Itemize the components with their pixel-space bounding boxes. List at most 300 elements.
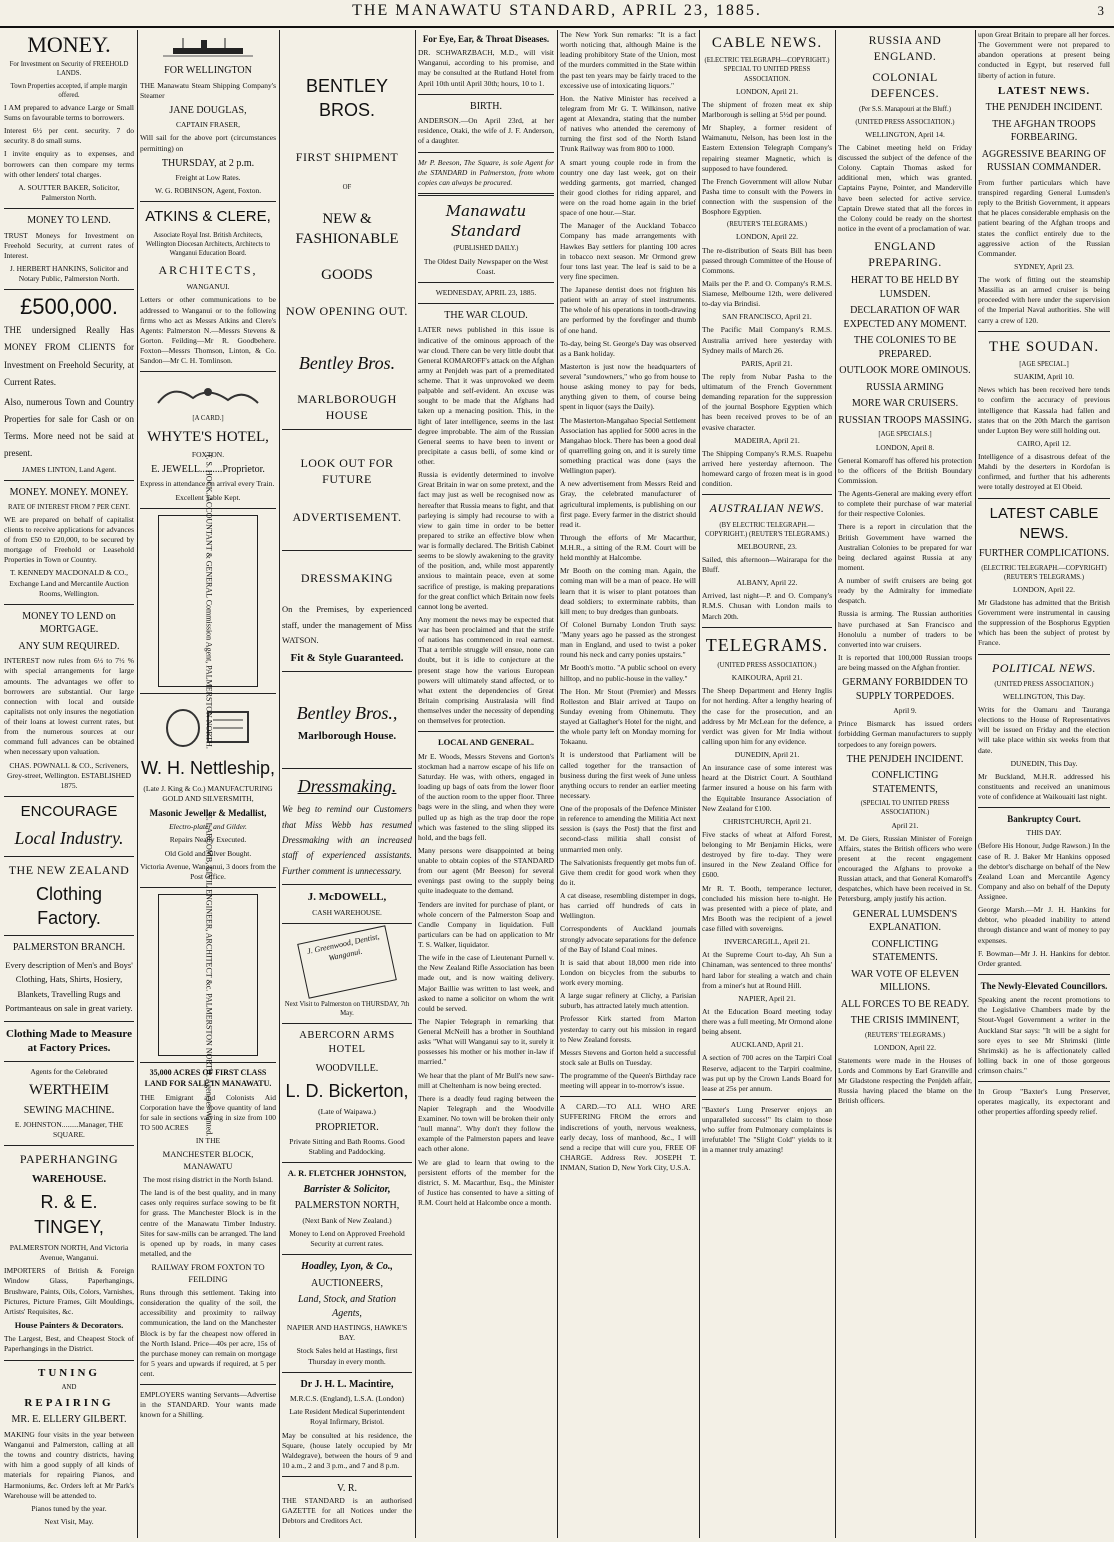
news-paragraph: Messrs Stevens and Gorton held a successful stock sale at Bulls on Tuesday. [560, 1047, 696, 1067]
mmm-heading: MONEY. MONEY. MONEY. [9, 487, 129, 499]
ship-text-2: Will sail for the above port (circumstances permitting) on [140, 133, 276, 153]
local-text: There is a deadly feud raging between the Napier Telegraph and the Woodville Examiner. No town will be broken their only "null manna". Why don't they follow the example of the Palmerston papers and leave each other alone. [418, 1093, 554, 1154]
amount-text: THE undersigned Really Has MONEY FROM CLIENTS for Investment on Freehold Security, at Current Rates. [4, 325, 134, 387]
amount-heading: £500,000. [20, 294, 118, 320]
lend-heading: MONEY TO LEND. [27, 215, 111, 226]
tuning-heading: TUNING [37, 1366, 100, 1379]
reuter-label: (REUTER'S TELEGRAMS.) [726, 221, 808, 229]
war-text: Prince Bismarck has issued orders forbidding German manufacturers to supply torpedoes to any foreign powers. [838, 719, 972, 749]
eye-heading: For Eye, Ear, & Throat Diseases. [422, 34, 550, 44]
table-kept: Excellent Table Kept. [175, 492, 241, 502]
repairs-text: Repairs Neatly Executed. [169, 835, 247, 845]
next-visit: Next Visit, May. [44, 1516, 94, 1526]
age-special: [AGE SPECIAL.] [1019, 360, 1069, 368]
australian-sub: (BY ELECTRIC TELEGRAPH.—COPYRIGHT.) (REUTER'S TELEGRAMS.) [704, 521, 830, 538]
news-paragraph: The programme of the Queen's Birthday race meeting will appear in to-morrow's issue. [560, 1071, 696, 1091]
news-text: Mr Buckland, M.H.R. addressed his constituents and received an unanimous vote of confidence at Waikouaiti last night. [978, 771, 1110, 802]
news-paragraph: The Manager of the Auckland Tobacco Company has made arrangements with Hawkes Bay settlers for planting 100 acres in tobacco next season. Mr Ormond grew four tons last year. The leaf is said to be a very fine specimen. [560, 221, 696, 281]
dateline: WELLINGTON, April 14. [865, 129, 945, 139]
card-label: [A CARD.] [192, 415, 224, 423]
dateline: LONDON, April 22. [1012, 584, 1076, 594]
architects: ARCHITECTS, [158, 263, 258, 278]
news-paragraph: Mr Booth's motto. "A public school on every hilltop, and no public-house in the valley." [560, 663, 696, 683]
herat-heading: HERAT TO BE HELD BY LUMSDEN. [850, 275, 960, 300]
architects-town: WANGANUI. [186, 282, 230, 292]
dressmaking-italic: Dressmaking. [297, 776, 397, 797]
bentley-heading: BENTLEY BROS. [305, 76, 389, 121]
acres-text: THE Emigrant and Colonists Aid Corporation have the above quantity of land for sale in sections varying in size from 100 TO 500 ACRES [140, 1092, 276, 1132]
marlborough-house-2: Marlborough House. [297, 730, 397, 743]
column-rule [279, 30, 280, 1538]
war-vote-heading: WAR VOTE OF ELEVEN MILLIONS. [851, 968, 959, 994]
war-text: Statements were made in the Houses of Lords and Commons by Earl Granville and Mr Gladstone respecting the Penjdeh affair, Russia having placed the blame on the British officers. [838, 1055, 972, 1106]
news-paragraph: One of the proposals of the Defence Minister in reference to amending the Militia Act next session is (says the Post) that the first and second-class militia shall consist of unmarried men only. [560, 804, 696, 854]
oldest-paper: The Oldest Daily Newspaper on the West Coast. [423, 256, 549, 276]
telegrams-sub: (UNITED PRESS ASSOCIATION.) [717, 662, 817, 670]
column-2 [140, 30, 276, 1538]
marlborough-house: MARLBOROUGH HOUSE [297, 392, 397, 423]
macintire-text: Late Resident Medical Superintendent Royal Infirmary, Bristol. [289, 1407, 405, 1427]
penjdeh-heading: THE PENJDEH INCIDENT. [985, 102, 1103, 114]
clothing-made-heading: Clothing Made to Measure at Factory Prices. [6, 1027, 132, 1055]
birth-text: ANDERSON.—On April 23rd, at her residence, Otaki, the wife of J. F. Anderson, of a daughter. [418, 116, 554, 146]
dateline: PARIS, April 21. [741, 358, 793, 368]
dateline: DUNEDIN, This Day. [1010, 758, 1078, 768]
dateline: KAIKOURA, April 21. [731, 673, 803, 683]
cable-text: The shipment of frozen meat ex ship Marlborough is selling at 5½d per pound. [702, 99, 832, 120]
stock-sales: Stock Sales held at Hastings, first Thursday in every month. [296, 1346, 398, 1366]
branch-heading: PALMERSTON BRANCH. [12, 942, 126, 954]
news-text: Writs for the Oamaru and Tauranga elections to the House of Representatives will be issued on Friday and the election will take place within six weeks from that date. [978, 705, 1110, 755]
macintire-text-2: May be consulted at his residence, the Square, (house lately occupied by Mr Waldegrave), between the hours of 9 and 10 a.m., 2 and 3 p.m., and 7 and 8 p.m. [282, 1430, 412, 1470]
tingey-heading: R. & E. TINGEY, [34, 1192, 104, 1237]
baxter-advert: "Baxter's Lung Preserver enjoys an unparalleled success!" Its claim to those who suffer from Pulmonary complaints is irrefutable! The "Slight Cold" yields to it in a manner truly amazing! [702, 1104, 832, 1155]
dateline: DUNEDIN, April 21. [734, 750, 800, 760]
crisis-heading: THE CRISIS IMMINENT, [850, 1015, 960, 1027]
next-bank: (Next Bank of New Zealand.) [302, 1215, 392, 1225]
war-text: The Agents-General are making every effort to complete their purchase of war material for their respective Colonies. [838, 489, 972, 519]
tingey-heading-2: House Painters & Decorators. [14, 1319, 124, 1330]
mortgage-heading: MONEY TO LEND on MORTGAGE. [22, 610, 116, 636]
railway-heading: RAILWAY FROM FOXTON TO FEILDING [151, 1262, 265, 1284]
afghan-heading: THE AFGHAN TROOPS FORBEARING. [992, 118, 1096, 144]
dateline: CHRISTCHURCH, April 21. [722, 816, 812, 826]
cable-text: Sailed, this afternoon—Wairarapa for the Bluff. [702, 554, 832, 575]
money-text: I invite enquiry as to expenses, and borrowers can then compare my terms with other lenders' total charges. [4, 149, 134, 179]
stabling-text: Private Sitting and Bath Rooms. Good Stabling and Paddocking. [289, 1137, 405, 1157]
hoadley-heading: Hoadley, Lyon, & Co., [301, 1261, 393, 1273]
elec-label: (ELECTRIC TELEGRAPH.—COPYRIGHT) (REUTER'S TELEGRAMS.) [981, 564, 1107, 581]
column-rule [557, 30, 558, 1538]
cable-text: Mr Shapley, a former resident of Waimanutu, Nelson, has been lost in the Eastern Extension Telegraph Company's repairing steamer Magnetic, which is supposed to have foundered. [702, 123, 832, 173]
upa-label: (UNITED PRESS ASSOCIATION.) [994, 680, 1094, 688]
dateline: INVERCARGILL, April 21. [724, 937, 810, 947]
cable-text: A section of 700 acres on the Tarpiri Coal Reserve, adjacent to the Tarpiri coalmine, was put up by the Crown Lands Board for lease at 25s per annum. [702, 1053, 832, 1093]
dateline: LONDON, April 22. [873, 1042, 937, 1052]
gilbert-heading: MR. E. ELLERY GILBERT. [11, 1414, 127, 1426]
woodville: WOODVILLE. [315, 1062, 379, 1074]
money-text: Town Properties accepted, if ample margin offered. [10, 82, 128, 99]
column-6 [702, 30, 832, 1538]
news-paragraph: A smart young couple rode in from the country one day last week, got on their wedding garments, got married, changed their good clothes for riding apparel, and were on the road home again in the brief space of one hour.—Star. [560, 157, 696, 218]
news-paragraph: Hon. the Native Minister has received a telegram from Mr G. T. Wilkinson, native agent at Alexandra, stating that the number of natives who attended the ceremony of turning the first sod of the North Island Trunk Railway was from 800 to 1000. [560, 93, 696, 154]
paper-name: Manawatu Standard [445, 201, 527, 241]
wertheim: WERTHEIM [29, 1082, 109, 1099]
war-text: Russia is arming. The Russian authorities have purchased at San Francisco and Honolulu a number of traders to be converted into war cruisers. [838, 609, 972, 649]
upa-label: (UNITED PRESS ASSOCIATION.) [855, 118, 955, 126]
arming-heading: RUSSIA ARMING [866, 381, 944, 393]
mmm-signature: T. KENNEDY MACDONALD & CO., Exchange Land and Mercantile Auction Rooms, Wellington. [9, 568, 129, 598]
news-text: The work of fitting out the steamship Massilia as an armed cruiser is being proceeded with here under the supervision of the Imperial Naval authorities. She will carry a crew of 120. [978, 275, 1110, 325]
amount-signature: JAMES LINTON, Land Agent. [21, 465, 117, 475]
dentist-text: J. Greenwood, Dentist, Wanganui. [306, 931, 381, 963]
ship-name: JANE DOUGLAS, [169, 104, 247, 116]
published-daily: (PUBLISHED DAILY.) [453, 245, 519, 253]
penjdeh-heading: THE PENJDEH INCIDENT. [846, 753, 964, 765]
acres-in: IN THE [195, 1136, 221, 1146]
encourage-heading: ENCOURAGE [20, 802, 118, 820]
column-1 [4, 30, 134, 1538]
news-paragraph: Through the efforts of Mr Macarthur, M.H.R., a sitting of the R.M. Court will be held monthly at Halcombe. [560, 532, 696, 563]
newspaper-title: THE MANAWATU STANDARD, APRIL 23, 1885. [352, 2, 762, 19]
column-rule [835, 30, 836, 1538]
news-text: News which has been received here tends to confirm the accuracy of previous intelligence that Kassala had fallen and states that on the 20th March the garrison under Lupton Bey were still holding out. [978, 385, 1110, 435]
dateline: ALBANY, April 22. [736, 578, 798, 588]
news-paragraph: A cat disease, resembling distemper in dogs, has carried off hundreds of cats in Wellington. [560, 891, 696, 921]
acres-block: MANCHESTER BLOCK, MANAWATU [162, 1149, 254, 1171]
war-text: The Cabinet meeting held on Friday discussed the subject of the defence of the Colony. Captain Thomas asked for additional men, which was granted. Captains Payne, Pointer, and Manderville have been selected for active service. Captain Drewe stated that all the forces in the Colony could be ready on the shortest notice in the event of a proclamation of war. [838, 142, 972, 233]
and-text: AND [61, 1384, 77, 1392]
victoria-text: Victoria Avenue, Wanganui, 3 doors from the Post Office. [140, 861, 276, 881]
conflicting-heading: CONFLICTING STATEMENTS, [871, 770, 939, 795]
paperhanging-heading: PAPERHANGING [19, 1152, 119, 1167]
war-text: A number of swift cruisers are being got ready by the Admiralty for immediate despatch. [838, 576, 972, 606]
cable-text: The French Government will allow Nubar Pasha time to consult with the Powers in connection with the suspension of the Bosphore Egyptien. [702, 176, 832, 217]
war-cloud-text: Any moment the news may be expected that war has been proclaimed and that the strife of nations has commenced in real earnest. That a terrible struggle will ensue, none can doubt, but it is idle to conjecture at the present stage how the various European powers will ultimately stand affected, or to what extent the dependencies of Great Britain comprising Australasia will find themselves under the necessity of depending on themselves for protection. [418, 614, 554, 726]
lend-text: TRUST Moneys for Investment on Freehold Security, at current rates of Interest. [4, 230, 134, 260]
warehouse-heading: WAREHOUSE. [31, 1172, 107, 1185]
cable-text: The Sheep Department and Henry Inglis for not herding. After a lengthy hearing of the case for the prosecution, and an address by Mr McLean for the defence, a verdict was given for Mr India without calling upon him for any evidence. [702, 686, 832, 746]
any-sum-signature: CHAS. POWNALL & CO., Scriveners, Grey-street, Wellington. ESTABLISHED 1875. [6, 760, 132, 790]
soudan-heading: THE SOUDAN. [988, 338, 1100, 355]
dateline: NAPIER, April 21. [738, 993, 796, 1003]
atkins-heading: ATKINS & CLERE, [145, 208, 271, 226]
goods-heading: GOODS [321, 267, 373, 284]
electro-plater: Electro-plater and Gilder. [169, 822, 247, 832]
column-7 [838, 30, 972, 1538]
war-cloud-text: LATER news published in this issue is indicative of the ominous approach of the war cloud. There can be very little doubt that General KOMAROFF's attack on the Afghan army at Penjdeh was part of a premeditated scheme. That it was unprovoked we deem palpable and self-evident. An excuse was sought to be made that the Afghans had taken up a menacing position. This, in the light of later intelligence, seems in the last degree improbable. The aim of the Russian General seems to have been to invent or precipitate a casus belli, of some kind or other. [418, 325, 554, 467]
steamer-illustration [163, 36, 253, 58]
mcdowell-heading: J. McDOWELL, [307, 890, 387, 903]
jewell: E. JEWELL.........Proprietor. [151, 463, 265, 475]
architects-text: Letters or other communications to be addressed to Wanganui or to the following firms who act as Messrs Atkins and Clere's Agents: Palmerston N.—Messrs Stevens & Gorton. Feilding—Mr R. Goodbehere. Foxton—Messrs Thomson, Linton, & Co. Sandon—Mr C. H. Tomlinson. [140, 295, 276, 366]
local-text: Tenders are invited for purchase of plant, or whole concern of the Palmerston Soap and Candle Company in liquidation. Full particulars can be had on application to Mr T. S. Walker, liquidator. [418, 899, 554, 950]
clothing-factory: Clothing Factory. [35, 883, 103, 929]
local-general-heading: LOCAL AND GENERAL. [437, 737, 535, 748]
reuters-label: (REUTERS' TELEGRAMS.) [864, 1031, 946, 1039]
column-rule [137, 30, 138, 1538]
cable-text: Arrived, last night—P. and O. Company's R.M.S. Chusan with London mails to March 20th. [702, 591, 832, 621]
councillors-heading: The Newly-Elevated Councillors. [980, 980, 1108, 991]
cable-text: Mails per the P. and O. Company's R.M.S. Siamese, Melbourne 12th, were delivered to-day via Brindisi. [702, 278, 832, 309]
news-paragraph: To-day, being St. George's Day was observed as a Bank holiday. [560, 338, 696, 358]
macintire-heading: Dr J. H. L. Macintire, [300, 1378, 394, 1390]
declaration-heading: DECLARATION OF WAR EXPECTED ANY MOMENT. [843, 305, 967, 330]
ship-captain: CAPTAIN FRASER, [176, 120, 240, 130]
tingey-text-2: The Largest, Best, and Cheapest Stock of Paperhangings in the District. [4, 1334, 134, 1354]
australian-news-heading: AUSTRALIAN NEWS. [709, 501, 825, 516]
war-cloud-heading: THE WAR CLOUD. [444, 309, 528, 321]
lend-signature: J. HERBERT HANKINS, Solicitor and Notary Public, Palmerston North. [9, 263, 129, 283]
birth-heading: BIRTH. [470, 100, 502, 112]
nettleship-sub: (Late J. King & Co.) MANUFACTURING GOLD AND SILVERSMITH, [143, 783, 273, 804]
waipawa: (Late of Waipawa.) [318, 1107, 376, 1117]
now-opening: NOW OPENING OUT. [286, 303, 408, 318]
dentist-next-visit: Next Visit to Palmerston on THURSDAY, 7th May. [284, 1000, 410, 1018]
this-day: THIS DAY. [1026, 828, 1062, 838]
ship-text: THE Manawatu Steam Shipping Company's Steamer [140, 80, 276, 100]
column-4 [418, 30, 554, 1538]
cable-text: The reply from Nubar Pasha to the ultimatum of the French Government demanding reparation for the suppression of the journal Bosphore Egyptien which has been received proves to be of an evasive character. [702, 371, 832, 432]
branch-text: Every description of Men's and Boys' Clothing, Hats, Shirts, Hosiery, Blankets, Travelling Rugs and Portmanteaus on sale in great variety. [5, 959, 133, 1014]
latest-news-heading: LATEST NEWS. [997, 84, 1091, 97]
news-text: Intelligence of a disastrous defeat of the Mahdi by the deserters in Kordofan is confirmed, and further that his adherents were totally destroyed at El Obeid. [978, 452, 1110, 492]
colonial-sub: (Per S.S. Manapouri at the Bluff.) [859, 106, 951, 114]
local-text: The wife in the case of Lieutenant Purnell v. the New Zealand Rifle Association has been made out, and is now waiting delivery. Major Baillie was written to last week, and asked to name a solicitor on whom the writ could be served. [418, 953, 554, 1013]
column-5 [560, 30, 696, 1538]
pianos-text: Pianos tuned by the year. [31, 1503, 107, 1513]
local-industry: Local Industry. [14, 828, 124, 849]
foxton: FOXTON. [191, 449, 225, 459]
cable-sub: (ELECTRIC TELEGRAPH—COPYRIGHT.) SPECIAL TO UNITED PRESS ASSOCIATION. [704, 57, 830, 83]
news-text: upon Great Britain to prepare all her forces. The Government were not prepared to abandon operations at present being conducted in Egypt, but reserved full liberty of action in future. [978, 30, 1110, 80]
cable-text: The Pacific Mail Company's R.M.S. Australia arrived here yesterday with Sydney mails of March 26. [702, 325, 832, 355]
massing-heading: RUSSIAN TROOPS MASSING. [838, 414, 972, 426]
conflicting-heading-2: CONFLICTING STATEMENTS. [871, 938, 939, 964]
news-paragraph: A large sugar refinery at Clichy, a Parisian suburb, has attracted lately much attention. [560, 991, 696, 1011]
old-gold-text: Old Gold and Silver Bought. [164, 848, 252, 858]
barrister: Barrister & Solicitor, [303, 1183, 391, 1195]
repairing-heading: REPAIRING [24, 1396, 114, 1409]
complications-heading: FURTHER COMPLICATIONS. [979, 548, 1109, 560]
news-paragraph: Correspondents of Auckland journals strongly advocate separations for the defence of the Bay of Island Coal mines. [560, 924, 696, 954]
dateline: MELBOURNE, 23. [737, 541, 797, 551]
cable-text: An insurance case of some interest was heard at the District Court. A Southland farmer insured a house on his farm with the Equitable Insurance Association of New Zealand for £100. [702, 763, 832, 813]
cable-text: The Shipping Company's R.M.S. Ruapehu arrived here yesterday afternoon. The homeward cargo of frozen meat is in good condition. [702, 448, 832, 489]
latest-cable-heading: LATEST CABLE NEWS. [989, 504, 1099, 542]
card-advert: A CARD.—TO ALL WHO ARE SUFFERING FROM the errors and indiscretions of youth, nervous weakness, early decay, loss of manhood, &c., I will send a recipe that will cure you, FREE OF CHARGE. Address Rev. JOSEPH T. INMAN, Station D, New York City, U.S.A. [560, 1102, 696, 1172]
bankruptcy-heading: Bankruptcy Court. [1007, 814, 1081, 825]
dateline: CAIRO, April 12. [1017, 438, 1071, 448]
news-paragraph: The New York Sun remarks: "It is a fact worth noticing that, although Maine is the leading prohibitory State of the Union, most of the murders committed in the State within the past ten years may be fairly traced to the excessive use of intoxicating liquors." [560, 30, 696, 90]
lumsden-heading: GENERAL LUMSDEN'S EXPLANATION. [852, 908, 958, 934]
russia-england-heading: RUSSIA AND ENGLAND. [868, 35, 942, 63]
auctioneers: AUCTIONEERS, [311, 1277, 383, 1289]
news-paragraph: The Salvationists frequently get mobs fun of. Give them credit for good work when they do it. [560, 857, 696, 887]
column-rule [699, 30, 700, 1538]
money-sub: For Investment on Security of FREEHOLD LANDS. [9, 61, 129, 78]
column-3 [282, 30, 412, 1538]
column-rule [415, 30, 416, 1538]
dateline: April 21. [891, 820, 919, 830]
germany-heading: GERMANY FORBIDDEN TO SUPPLY TORPEDOES. [842, 677, 968, 702]
money-text: Interest 6½ per cent. security. 7 do security. 8 do small sums. [4, 126, 134, 146]
news-paragraph: Masterton is just now the headquarters of several "sundowners," who go from house to house asking money to pay for beds, anything given to them, of course being spent in liquor (says the Daily). [560, 361, 696, 412]
new-fashionable: NEW & FASHIONABLE [295, 210, 399, 248]
dateline: LONDON, April 21. [735, 86, 799, 96]
any-sum-text: INTEREST now rules from 6½ to 7½ % with special arrangements for large amounts. The advantages we offer to borrowers are substantial. Our large connection with local and outside capitalists not only insures the negotiation of their loans at lowest current rates, but from the numerous sources at our command full advances can be obtained when necessary upon valuation. [4, 656, 134, 757]
cruisers-heading: MORE WAR CRUISERS. [851, 398, 959, 410]
gilbert-text: MAKING four visits in the year between Wanganui and Palmerston, calling at all the towns and country districts, having with him a good supply of all kinds of materials for repairing Pianos, and Harmoniums, &c. Orders left at Mr Park's Warehouse will be attended to. [4, 1429, 134, 1500]
agent-notice: Mr P. Beeson, The Square, is sole Agent for the STANDARD in Palmerston, from whom copies can always be procured. [418, 157, 554, 187]
news-text: F. Bowman—Mr J. H. Hankins for debtor. Order granted. [978, 948, 1110, 968]
gazette-text: THE STANDARD is an authorised GAZETTE for all Notices under the Debtors and Creditors Act. [282, 1495, 412, 1525]
dressmaking-heading: DRESSMAKING [300, 571, 394, 586]
local-text: The Napier Telegraph in remarking that General McNeill has a brother in Southland asks "What will Wanganui say to it, surely it possesses his mother or his mother in-law if married." [418, 1016, 554, 1067]
political-news-heading: POLITICAL NEWS. [992, 660, 1096, 675]
news-paragraph: It is said that about 18,000 men ride into London on bicycles from the suburbs to work every morning. [560, 957, 696, 987]
money-heading: MONEY. [27, 32, 111, 57]
war-text: There is a report in circulation that the British Government have warned the Australian Colonies to be prepared for war being declared against Russia at any moment. [838, 522, 972, 572]
acres-text-3: The land is of the best quality, and in many cases only requires surface sowing to be fit for grass. The Manchester Block is in the centre of the Manawatu Timber Industry. Sites for saw-mills can be arranged. The land is opened up by roads, in many cases metalled, and the [140, 1188, 276, 1258]
acres-text-2: The most rising district in the North Island. [143, 1175, 273, 1185]
dateline: MADEIRA, April 21. [734, 435, 800, 445]
tingey-sub: PALMERSTON NORTH, And Victoria Avenue, Wanganui. [9, 1243, 129, 1263]
news-paragraph: A new advertisement from Messrs Reid and Gray, the celebrated manufacturer of agricultural implements, is publishing on our first page. Every farmer in the district should read it. [560, 479, 696, 529]
larcomb-text: E. LARCOMB, CIVIL ENGINEER, ARCHITECT &c. PALMERSTON NORTH. Agencies Wanted. [204, 813, 214, 1137]
hock-text: T. S. HOCK. ACCOUNTANT & GENERAL Commission Agent, PALMERSTON NORTH. [204, 452, 214, 749]
news-text: (Before His Honour, Judge Rawson.) In the case of R. J. Baker Mr Hankins opposed the debtor's discharge on behalf of the New Zealand Loan and Mercantile Agency Company and also on behalf of the Deputy Assignee. [978, 841, 1110, 902]
local-text: We hear that the plant of Mr Bull's new saw-mill at Cheltenham is now being erected. [418, 1070, 554, 1090]
of-text: OF [342, 183, 352, 191]
freight-text: Freight at Low Rates. [175, 173, 241, 183]
news-text: Speaking anent the recent promotions to the Legislative Chambers made by the Stout-Vogel Government a writer in the Auckland Star says: "It will be a sight for sore eyes to see Mr Shrimski (little Shrimski) as he is affectionately called lolling back in one of those gorgeous crimson chairs." [978, 995, 1110, 1075]
palmerston-north: PALMERSTON NORTH, [294, 1200, 400, 1212]
telegrams-heading: TELEGRAMS. [705, 634, 829, 655]
dateline: SAN FRANCISCO, April 21. [722, 312, 812, 322]
news-text: Mr Gladstone has admitted that the British Government were instrumental in causing the suppression of the Bosphorus Egyptien which has been the subject of protest by France. [978, 597, 1110, 648]
england-preparing: ENGLAND PREPARING. [868, 239, 942, 270]
news-text: George Marsh.—Mr J. H. Hankins for debtor, who pleaded inability to attend through distance and want of money to pay expenses. [978, 905, 1110, 945]
war-text: General Komaroff has offered his protection to the officers of the British Boundary Commission. [838, 455, 972, 485]
dateline: LONDON, April 8. [875, 442, 935, 452]
tingey-text: IMPORTERS of British & Foreign Window Glass, Paperhangings, Brushware, Paints, Oils, Colors, Varnishes, Pictures, Picture Frames, Gilt Mouldings, Artists' Requisites, &c. [4, 1266, 134, 1316]
paper-date: WEDNESDAY, APRIL 23, 1885. [435, 287, 537, 297]
column-rule [975, 30, 976, 1538]
age-specials: [AGE SPECIALS.] [878, 431, 932, 439]
masthead [0, 0, 1114, 28]
for-wellington-heading: FOR WELLINGTON [164, 65, 252, 76]
money-signature: A. SOUTTER BAKER, Solicitor, Palmerston North. [18, 182, 120, 202]
forces-heading: ALL FORCES TO BE READY. [840, 998, 970, 1010]
bentley-italic-2: Bentley Bros., [296, 703, 398, 724]
news-paragraph: Of Colonel Burnaby London Truth says: "Many years ago he passed as the strongest man in England, and used to twist a poker round his neck and carry ponies upstairs." [560, 619, 696, 660]
column-8 [978, 30, 1110, 1538]
napier-hastings: NAPIER AND HASTINGS, HAWKE'S BAY. [286, 1323, 408, 1343]
dateline: WELLINGTON, This Day. [1002, 691, 1086, 701]
eye-text: DR. SCHWARZBACH, M.D., will visit Wanganui, according to his promise, and may be consulted at the Rutland Hotel from April 10th until April 30th; hours, 10 to 1. [418, 48, 554, 88]
war-text: M. De Giers, Russian Minister of Foreign Affairs, states the British officers who were present at the recent engagement encouraged the Afghans to provoke a Russian attack, and that General Komaroff's despatches, which have been received in St. Petersburg, amply justify his action. [838, 833, 972, 904]
whyte-text: Express in attendance on arrival every Train. [140, 479, 275, 489]
cable-text: At the Education Board meeting today there was a full meeting, Mr Ormond alone being absent. [702, 1006, 832, 1037]
agents-text: Agents for the Celebrated [30, 1067, 108, 1077]
look-out: LOOK OUT FOR FUTURE [300, 455, 394, 486]
colonial-defences: COLONIAL DEFENCES. [870, 70, 940, 101]
nettleship-heading: W. H. Nettleship, [140, 757, 276, 778]
acres-text-4: Runs through this settlement. Taking into consideration the quality of the soil, the accessibility and proximity to railway communication, the land on the Manchester Block is by far the cheapest now offered in the North Island. Price—40s per acre, 15s of the purchase money can remain on mortgage for 5 years and upwards if required, at 5 per cent. [140, 1288, 276, 1379]
employers-text: EMPLOYERS wanting Servants—Advertise in the STANDARD. Your wants made known for a Shilling. [140, 1390, 276, 1420]
news-paragraph: The Japanese dentist does not frighten his patient with an array of steel instruments. The whole of his operations in tooth-drawing are performed by the forefinger and thumb of one hand. [560, 285, 696, 335]
amount-text: Also, numerous Town and Country Properties for sale for Cash or on Terms. More need not be said at present. [4, 396, 134, 458]
mmm-text: WE are prepared on behalf of capitalist clients to receive applications for advances of from £50 to £20,000, to be secured by mortgage of Freehold or Leasehold Properties in Town or Country. [4, 514, 134, 565]
cable-text: Five stacks of wheat at Alford Forest, belonging to Mr Benjamin Hicks, were destroyed by fire to-day. They were insured in the New Zealand Office for £600. [702, 829, 832, 880]
acres-heading: 35,000 ACRES OF FIRST CLASS LAND FOR SALE IN MANAWATU. [144, 1067, 272, 1088]
local-text: Many persons were disappointed at being unable to obtain copies of the STANDARD from our agent (Mr Beeson) for several evenings past owing to the supply being quite inadequate to the demand. [418, 845, 554, 896]
mmm-rate: RATE OF INTEREST FROM 7 PER CENT. [8, 503, 130, 511]
aggressive-heading: AGGRESSIVE BEARING OF RUSSIAN COMMANDER. [981, 148, 1107, 174]
proprietor: PROPRIETOR. [315, 1121, 379, 1133]
news-paragraph: Mr Booth on the coming man. Again, the coming man will be a man of peace. He will learn that it is wiser to plant potatoes than dead soldiers; to exterminate rabbits, than kill men; to buy dredges than gunboats. [560, 566, 696, 616]
masonic-jeweller: Masonic Jeweller & Medallist, [149, 808, 267, 819]
any-sum-heading: ANY SUM REQUIRED. [18, 640, 120, 652]
baxter-advert: In Group "Baxter's Lung Preserver, operates magically, its expectorant and other properties affording speedy relief. [978, 1087, 1110, 1117]
page-number: 3 [1097, 3, 1104, 18]
bickerton-heading: L. D. Bickerton, [285, 1081, 409, 1102]
dressmaking-italic-text: We beg to remind our Customers that Miss Webb has resumed Dressmaking with an increased staff of experienced assistants. Further comment is unnecessary. [282, 804, 412, 876]
war-text: It is reported that 100,000 Russian troops are being massed on the Afghan frontier. [838, 652, 972, 673]
money-text: I AM prepared to advance Large or Small Sums on favourable terms to borrowers. [4, 102, 134, 122]
dateline: AUCKLAND, April 21. [730, 1040, 804, 1050]
first-shipment: FIRST SHIPMENT [295, 149, 399, 164]
local-text: Mr E. Woods, Messrs Stevens and Gorton's stockman had a narrow escape of his life on Saturday. He was, with others, engaged in loading up bags of oats from the lower floor of the auction room to the upper floor. Three bags were in the sling, and when they were pulled up as high as the trap door the rope which was fastened to the sling slipped its hold, and the bags fell. [418, 751, 554, 842]
fletcher-heading: A. R. FLETCHER JOHNSTON, [287, 1168, 407, 1179]
cable-news-heading: CABLE NEWS. [711, 35, 823, 51]
cable-text: The re-distribution of Seats Bill has been passed through Committee of the House of Commons. [702, 245, 832, 275]
nz-heading: THE NEW ZEALAND [8, 862, 130, 877]
dateline: SYDNEY, April 23. [1014, 261, 1074, 271]
outlook-heading: OUTLOOK MORE OMINOUS. [839, 365, 971, 377]
dentist-card [297, 925, 397, 998]
news-text: From further particulars which have transpired regarding General Lumsden's reply to the British Government, it appears that he places considerable emphasis on the patient bearing of the Afghan troops and states the conflict entirely due to the aggressive action of the Russian Commander. [978, 177, 1110, 258]
dateline: LONDON, April 22. [735, 232, 799, 242]
atkins-sub: Associate Royal Inst. British Architects, Wellington Diocesan Architects, Architects to Wanganui Education Board. [145, 231, 271, 257]
local-text: We are glad to learn that owing to the persistent efforts of the member for the district, S. M. Macarthur, Esq., the Minister of Justice has consented to have a sitting of R.M. Court held at Halcombe once a month. [418, 1157, 554, 1208]
hotel-illustration [153, 378, 263, 408]
bentley-italic: Bentley Bros. [298, 352, 396, 373]
cable-text: At the Supreme Court to-day, Ah Sun a Chinaman, was sentenced to three months' hard labor for stealing a watch and chain from a miner's hut at Round Hill. [702, 950, 832, 990]
sewing-machine: SEWING MACHINE. [23, 1104, 115, 1116]
cash-warehouse: CASH WAREHOUSE. [312, 907, 382, 917]
vr-crest: V. R. [336, 1483, 358, 1495]
dressmaking-text: On the Premises, by experienced staff, under the management of Miss WATSON. [282, 604, 412, 645]
war-cloud-text: Russia is evidently determined to involve Great Britain in war on some pretext, and the fact may just as well be recognised now as hereafter that Russia means to fight, and that parleying is simply had recourse to with a view to gain time in order to be better prepared to strike an effective blow when war is formally declared. The British Cabinet seems to be slowly awakening to the gravity of the position, and, while most apparently anxious to maintain peace, even at some sacrifice of prestige, is making preparations for the great conflict which Britain now feels cannot long be averted. [418, 470, 554, 611]
news-paragraph: The Masterton-Mangahao Special Settlement Association has applied for 5000 acres in the Mangahao block. There has been a good deal of quarrelling going on, and it is surely time something practical was done (says the Wellington paper). [560, 415, 696, 476]
dateline: SUAKIM, April 10. [1013, 372, 1074, 382]
ship-date: THURSDAY, at 2 p.m. [161, 157, 255, 169]
advertisement-text: ADVERTISEMENT. [292, 509, 402, 524]
land-agents: Land, Stock, and Station Agents, [297, 1294, 397, 1319]
mrcs: M.R.C.S. (England), L.S.A. (London) [290, 1394, 404, 1404]
special-label: (SPECIAL TO UNITED PRESS ASSOCIATION.) [860, 800, 950, 817]
robinson: W. G. ROBINSON, Agent, Foxton. [154, 186, 262, 196]
news-paragraph: It is understood that Parliament will be called together for the transaction of business during the first week of June unless anything occurs to render an earlier meeting necessary. [560, 750, 696, 800]
johnston: E. JOHNSTON.........Manager, THE SQUARE. [14, 1120, 124, 1140]
dateline: April 9. [893, 706, 917, 716]
colonies-heading: THE COLONIES TO BE PREPARED. [853, 335, 957, 360]
news-paragraph: Professor Kirk started from Marton yesterday to carry out his mission in regard to New Zealand forests. [560, 1014, 696, 1044]
news-paragraph: The Hon. Mr Stout (Premier) and Messrs Rolleston and Blair arrived at Taupo on Sunday evening from Ohinemutu. They stayed at Gallagher's Hotel for the night, and the whole party left on Monday morning for Tokaanu. [560, 686, 696, 747]
abercorn-heading: ABERCORN ARMS HOTEL [299, 1030, 395, 1056]
